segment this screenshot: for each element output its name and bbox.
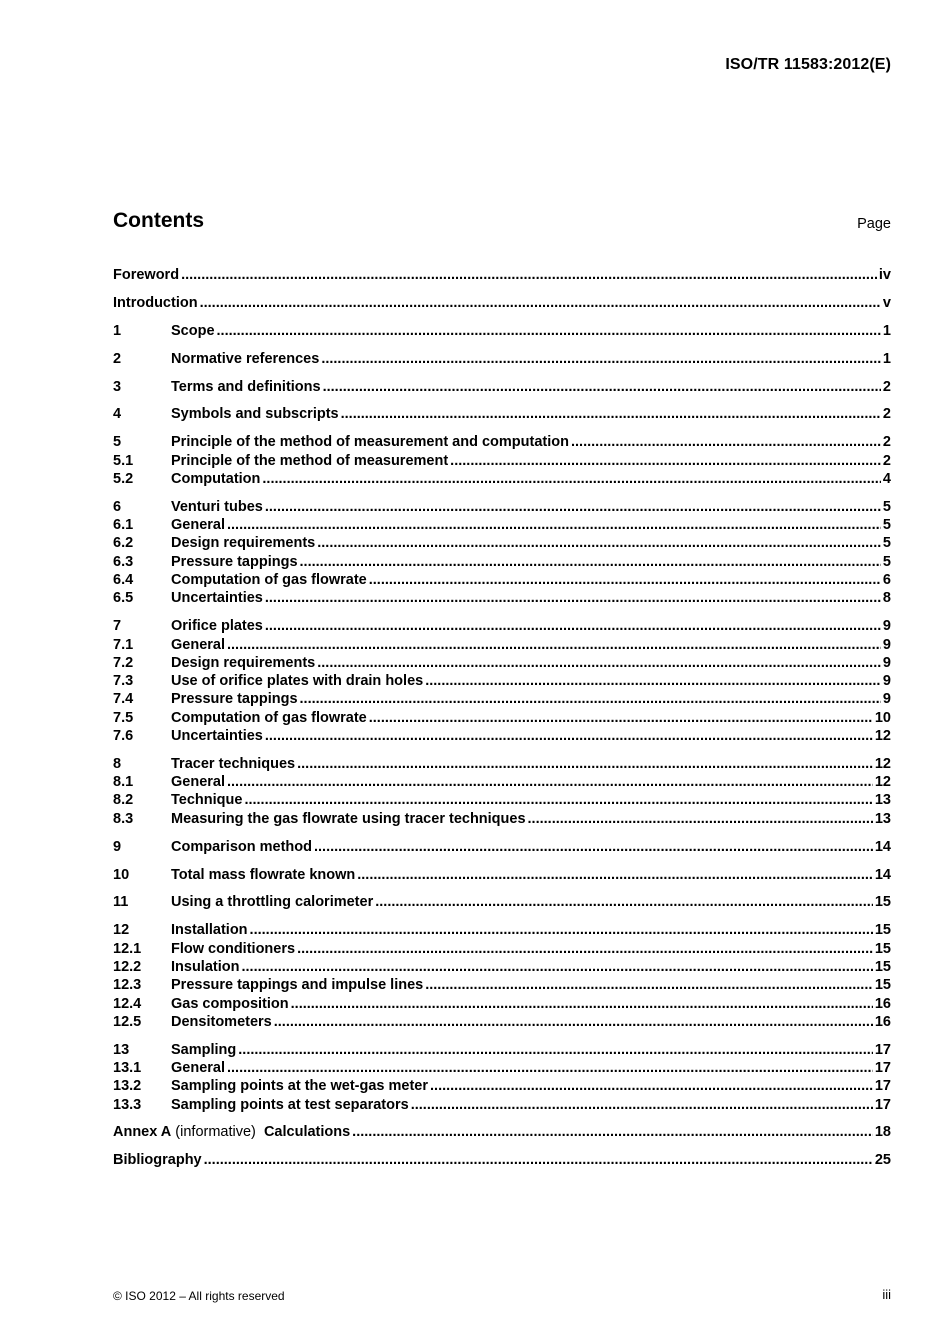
toc-entry[interactable] [113, 709, 891, 727]
toc-entry[interactable] [113, 976, 891, 994]
toc-entry[interactable] [113, 866, 891, 884]
toc-entry-title: Sampling [171, 1041, 237, 1058]
toc-entry-number: 12.2 [113, 958, 142, 975]
toc-entry[interactable] [113, 654, 891, 672]
toc-dot-leader [204, 1151, 873, 1169]
toc-entry[interactable] [113, 940, 891, 958]
toc-entry-title: Flow conditioners [171, 940, 296, 957]
toc-dot-leader [425, 672, 881, 690]
toc-entry-title: Insulation [171, 958, 240, 975]
toc-dot-leader [300, 690, 881, 708]
toc-entry-number: 12.5 [113, 1013, 142, 1030]
toc-dot-leader [238, 1041, 873, 1059]
toc-entry[interactable] [113, 534, 891, 552]
toc-entry-title: Sampling points at the wet-gas meter [171, 1078, 429, 1095]
toc-entry[interactable] [113, 690, 891, 708]
toc-dot-leader [297, 755, 873, 773]
toc-entry-page: 8 [882, 590, 891, 607]
toc-entry-number: 7 [113, 618, 122, 635]
toc-entry-title: Normative references [171, 350, 320, 367]
toc-dot-leader [217, 322, 881, 340]
toc-entry[interactable] [113, 838, 891, 856]
toc-entry-title: Measuring the gas flowrate using tracer techniques [171, 810, 526, 827]
toc-entry-title: Uncertainties [171, 727, 263, 744]
toc-entry-number: 13.1 [113, 1060, 142, 1076]
toc-entry-number: 12.1 [113, 940, 142, 957]
toc-entry-page: 12 [874, 727, 891, 744]
toc-dot-leader [291, 995, 873, 1013]
toc-entry-number: 8 [113, 755, 122, 772]
toc-dot-leader [425, 976, 873, 994]
toc-dot-leader [357, 866, 873, 884]
toc-dot-leader [181, 266, 877, 284]
toc-entry[interactable] [113, 1041, 891, 1059]
toc-entry-page: 5 [882, 498, 891, 515]
toc-entry-page: 2 [882, 434, 891, 451]
toc-entry[interactable] [113, 810, 891, 828]
toc-entry-title: Total mass flowrate known [171, 866, 356, 883]
toc-entry-number: 7.2 [113, 654, 134, 671]
toc-entry-number: 9 [113, 838, 122, 855]
toc-entry[interactable] [113, 1077, 891, 1095]
table-of-contents [113, 266, 891, 1170]
toc-entry[interactable] [113, 405, 891, 423]
toc-entry-page: 15 [874, 977, 891, 994]
toc-entry-page: 9 [882, 691, 891, 708]
contents-title: Contents [113, 209, 204, 232]
toc-entry-title: Foreword [113, 267, 180, 283]
toc-entry-title: Bibliography [113, 1152, 202, 1169]
toc-entry-number: 8.1 [113, 774, 134, 791]
toc-entry-page: 5 [882, 535, 891, 552]
toc-entry-number: 7.6 [113, 727, 134, 744]
toc-entry-title: Principle of the method of measurement [171, 452, 449, 469]
toc-entry-title: Venturi tubes [171, 498, 263, 515]
toc-dot-leader [571, 433, 881, 451]
toc-entry-number: 13.2 [113, 1078, 142, 1095]
toc-dot-leader [300, 553, 881, 571]
toc-entry[interactable] [113, 636, 891, 654]
toc-entry[interactable] [113, 266, 891, 284]
annex-label: Annex A [113, 1124, 172, 1141]
toc-entry-page: 9 [882, 618, 891, 635]
toc-entry-title: General [171, 1060, 225, 1076]
toc-entry-number: 11 [113, 894, 129, 911]
toc-entry-title: Computation of gas flowrate [171, 709, 367, 726]
toc-entry-page: 1 [882, 350, 891, 367]
toc-entry-title: Uncertainties [171, 590, 263, 607]
toc-dot-leader [227, 516, 881, 534]
annex-informative-note: (informative) [171, 1124, 264, 1141]
toc-entry-number: 6.5 [113, 590, 134, 607]
toc-entry-number: 7.3 [113, 673, 134, 690]
toc-entry-title: Technique [171, 792, 243, 809]
toc-entry-number: 6.2 [113, 535, 134, 552]
toc-entry-title: Scope [171, 322, 215, 339]
toc-dot-leader [241, 958, 872, 976]
toc-entry[interactable] [113, 571, 891, 589]
toc-entry[interactable] [113, 452, 891, 470]
toc-dot-leader [369, 709, 873, 727]
toc-entry-number: 7.1 [113, 636, 134, 653]
toc-entry-number: 10 [113, 866, 130, 883]
toc-entry-page: 17 [874, 1060, 891, 1076]
toc-entry[interactable] [113, 773, 891, 791]
toc-entry[interactable] [113, 1059, 891, 1077]
toc-entry-title: Tracer techniques [171, 755, 296, 772]
toc-dot-leader [317, 654, 881, 672]
toc-entry-title: General [171, 636, 225, 653]
toc-entry-title: Computation [171, 470, 261, 487]
toc-entry-number: 6 [113, 498, 122, 515]
toc-entry-number: 13 [113, 1041, 130, 1058]
toc-entry-page: 13 [874, 792, 891, 809]
toc-entry[interactable] [113, 617, 891, 635]
toc-entry-title: Design requirements [171, 654, 316, 671]
toc-entry-title: Using a throttling calorimeter [171, 894, 374, 911]
toc-entry-page: 18 [874, 1124, 891, 1141]
toc-entry-page: 17 [874, 1078, 891, 1095]
toc-entry-number: 6.1 [113, 517, 134, 534]
toc-entry[interactable] [113, 1096, 891, 1114]
toc-entry-page: 9 [882, 673, 891, 690]
toc-entry[interactable] [113, 553, 891, 571]
toc-dot-leader [369, 571, 881, 589]
toc-entry[interactable] [113, 433, 891, 451]
toc-entry-number: 5 [113, 434, 122, 451]
toc-entry-number: 6.4 [113, 572, 134, 589]
toc-entry[interactable] [113, 755, 891, 773]
toc-entry-title: Pressure tappings [171, 553, 298, 570]
toc-entry[interactable] [113, 995, 891, 1013]
toc-dot-leader [341, 405, 881, 423]
toc-entry-page: 6 [882, 572, 891, 589]
toc-dot-leader [375, 893, 873, 911]
toc-entry[interactable] [113, 791, 891, 809]
toc-entry-title: Densitometers [171, 1013, 272, 1030]
page-number: iii [882, 1287, 891, 1302]
toc-entry-page: 15 [874, 958, 891, 975]
toc-entry-page: 16 [874, 995, 891, 1012]
toc-dot-leader [227, 1059, 873, 1077]
toc-entry-title: Introduction [113, 294, 198, 311]
toc-entry-title: Symbols and subscripts [171, 406, 339, 423]
toc-dot-leader [244, 791, 872, 809]
toc-dot-leader [274, 1013, 873, 1031]
toc-entry-page: 14 [874, 866, 891, 883]
toc-entry-title: Gas composition [171, 995, 289, 1012]
toc-entry-title [113, 1123, 350, 1141]
toc-dot-leader [250, 921, 873, 939]
toc-dot-leader [265, 589, 881, 607]
toc-entry-page: 9 [882, 654, 891, 671]
toc-dot-leader [430, 1077, 873, 1095]
toc-entry[interactable] [113, 350, 891, 368]
toc-entry-title: Installation [171, 922, 248, 939]
toc-entry-number: 5.1 [113, 452, 134, 469]
toc-dot-leader [352, 1123, 873, 1141]
toc-entry-title: General [171, 517, 225, 534]
toc-entry-title: Computation of gas flowrate [171, 572, 367, 589]
toc-entry-page: 9 [882, 636, 891, 653]
page-column-label: Page [857, 216, 891, 232]
toc-dot-leader [321, 350, 881, 368]
toc-entry-page: 1 [882, 322, 891, 339]
toc-entry-number: 4 [113, 406, 122, 423]
toc-entry-page: 15 [874, 922, 891, 939]
copyright-notice: © ISO 2012 – All rights reserved [113, 1289, 285, 1303]
toc-entry-title: Use of orifice plates with drain holes [171, 673, 424, 690]
toc-entry-title: Design requirements [171, 535, 316, 552]
toc-dot-leader [297, 940, 873, 958]
toc-entry-page: 17 [874, 1041, 891, 1058]
toc-entry-number: 12.3 [113, 977, 142, 994]
toc-entry-number: 2 [113, 350, 122, 367]
toc-dot-leader [317, 534, 881, 552]
toc-entry[interactable] [113, 1151, 891, 1169]
annex-title: Calculations [263, 1124, 351, 1141]
toc-entry-page: 5 [882, 517, 891, 534]
toc-entry[interactable] [113, 727, 891, 745]
toc-dot-leader [265, 727, 873, 745]
toc-entry-number: 1 [113, 322, 122, 339]
toc-dot-leader [265, 498, 881, 516]
toc-entry[interactable] [113, 672, 891, 690]
toc-entry-title: Pressure tappings and impulse lines [171, 977, 424, 994]
toc-dot-leader [227, 636, 881, 654]
toc-entry-number: 12 [113, 922, 130, 939]
toc-entry[interactable] [113, 294, 891, 312]
toc-dot-leader [528, 810, 873, 828]
toc-entry[interactable] [113, 958, 891, 976]
toc-entry-page: 15 [874, 940, 891, 957]
toc-entry-page: 4 [882, 470, 891, 487]
toc-entry-number: 3 [113, 378, 122, 395]
toc-dot-leader [200, 294, 881, 312]
toc-entry-page: 12 [874, 755, 891, 772]
toc-entry-title: Comparison method [171, 838, 312, 855]
toc-entry-title: Orifice plates [171, 618, 263, 635]
toc-entry-page: 12 [874, 774, 891, 791]
toc-entry-page: 2 [882, 452, 891, 469]
toc-entry[interactable] [113, 378, 891, 396]
toc-entry-number: 7.4 [113, 691, 134, 708]
document-id: ISO/TR 11583:2012(E) [725, 56, 891, 73]
toc-dot-leader [265, 617, 881, 635]
toc-entry[interactable] [113, 498, 891, 516]
toc-entry-page: 5 [882, 553, 891, 570]
toc-dot-leader [411, 1096, 873, 1114]
toc-entry-number: 7.5 [113, 709, 134, 726]
toc-dot-leader [323, 378, 881, 396]
toc-entry-page: 17 [874, 1096, 891, 1113]
toc-entry-page: 25 [874, 1152, 891, 1169]
toc-entry-number: 8.2 [113, 792, 134, 809]
toc-dot-leader [227, 773, 873, 791]
toc-entry[interactable] [113, 893, 891, 911]
toc-entry-title: Terms and definitions [171, 378, 321, 395]
toc-entry-page: 2 [882, 378, 891, 395]
toc-entry-number: 13.3 [113, 1096, 142, 1113]
toc-entry[interactable] [113, 1013, 891, 1031]
toc-dot-leader [314, 838, 873, 856]
toc-entry-page: 14 [874, 838, 891, 855]
toc-entry-number: 6.3 [113, 553, 134, 570]
toc-entry-title: Sampling points at test separators [171, 1096, 409, 1113]
toc-dot-leader [450, 452, 881, 470]
toc-entry-page: 10 [874, 709, 891, 726]
toc-entry-page: iv [878, 267, 891, 283]
toc-entry-page: 16 [874, 1013, 891, 1030]
toc-entry-page: 15 [874, 894, 891, 911]
toc-entry-page: 2 [882, 406, 891, 423]
toc-entry-title: General [171, 774, 225, 791]
toc-entry-number: 8.3 [113, 810, 134, 827]
toc-entry-page: v [882, 294, 891, 311]
toc-entry-title: Pressure tappings [171, 691, 298, 708]
toc-entry[interactable] [113, 322, 891, 340]
toc-entry[interactable] [113, 516, 891, 534]
toc-entry-number: 12.4 [113, 995, 142, 1012]
toc-dot-leader [262, 470, 881, 488]
toc-entry[interactable] [113, 1123, 891, 1141]
toc-entry-title: Principle of the method of measurement and computation [171, 434, 569, 451]
toc-entry[interactable] [113, 921, 891, 939]
toc-entry[interactable] [113, 589, 891, 607]
toc-entry[interactable] [113, 470, 891, 488]
toc-entry-page: 13 [874, 810, 891, 827]
toc-entry-number: 5.2 [113, 470, 134, 487]
